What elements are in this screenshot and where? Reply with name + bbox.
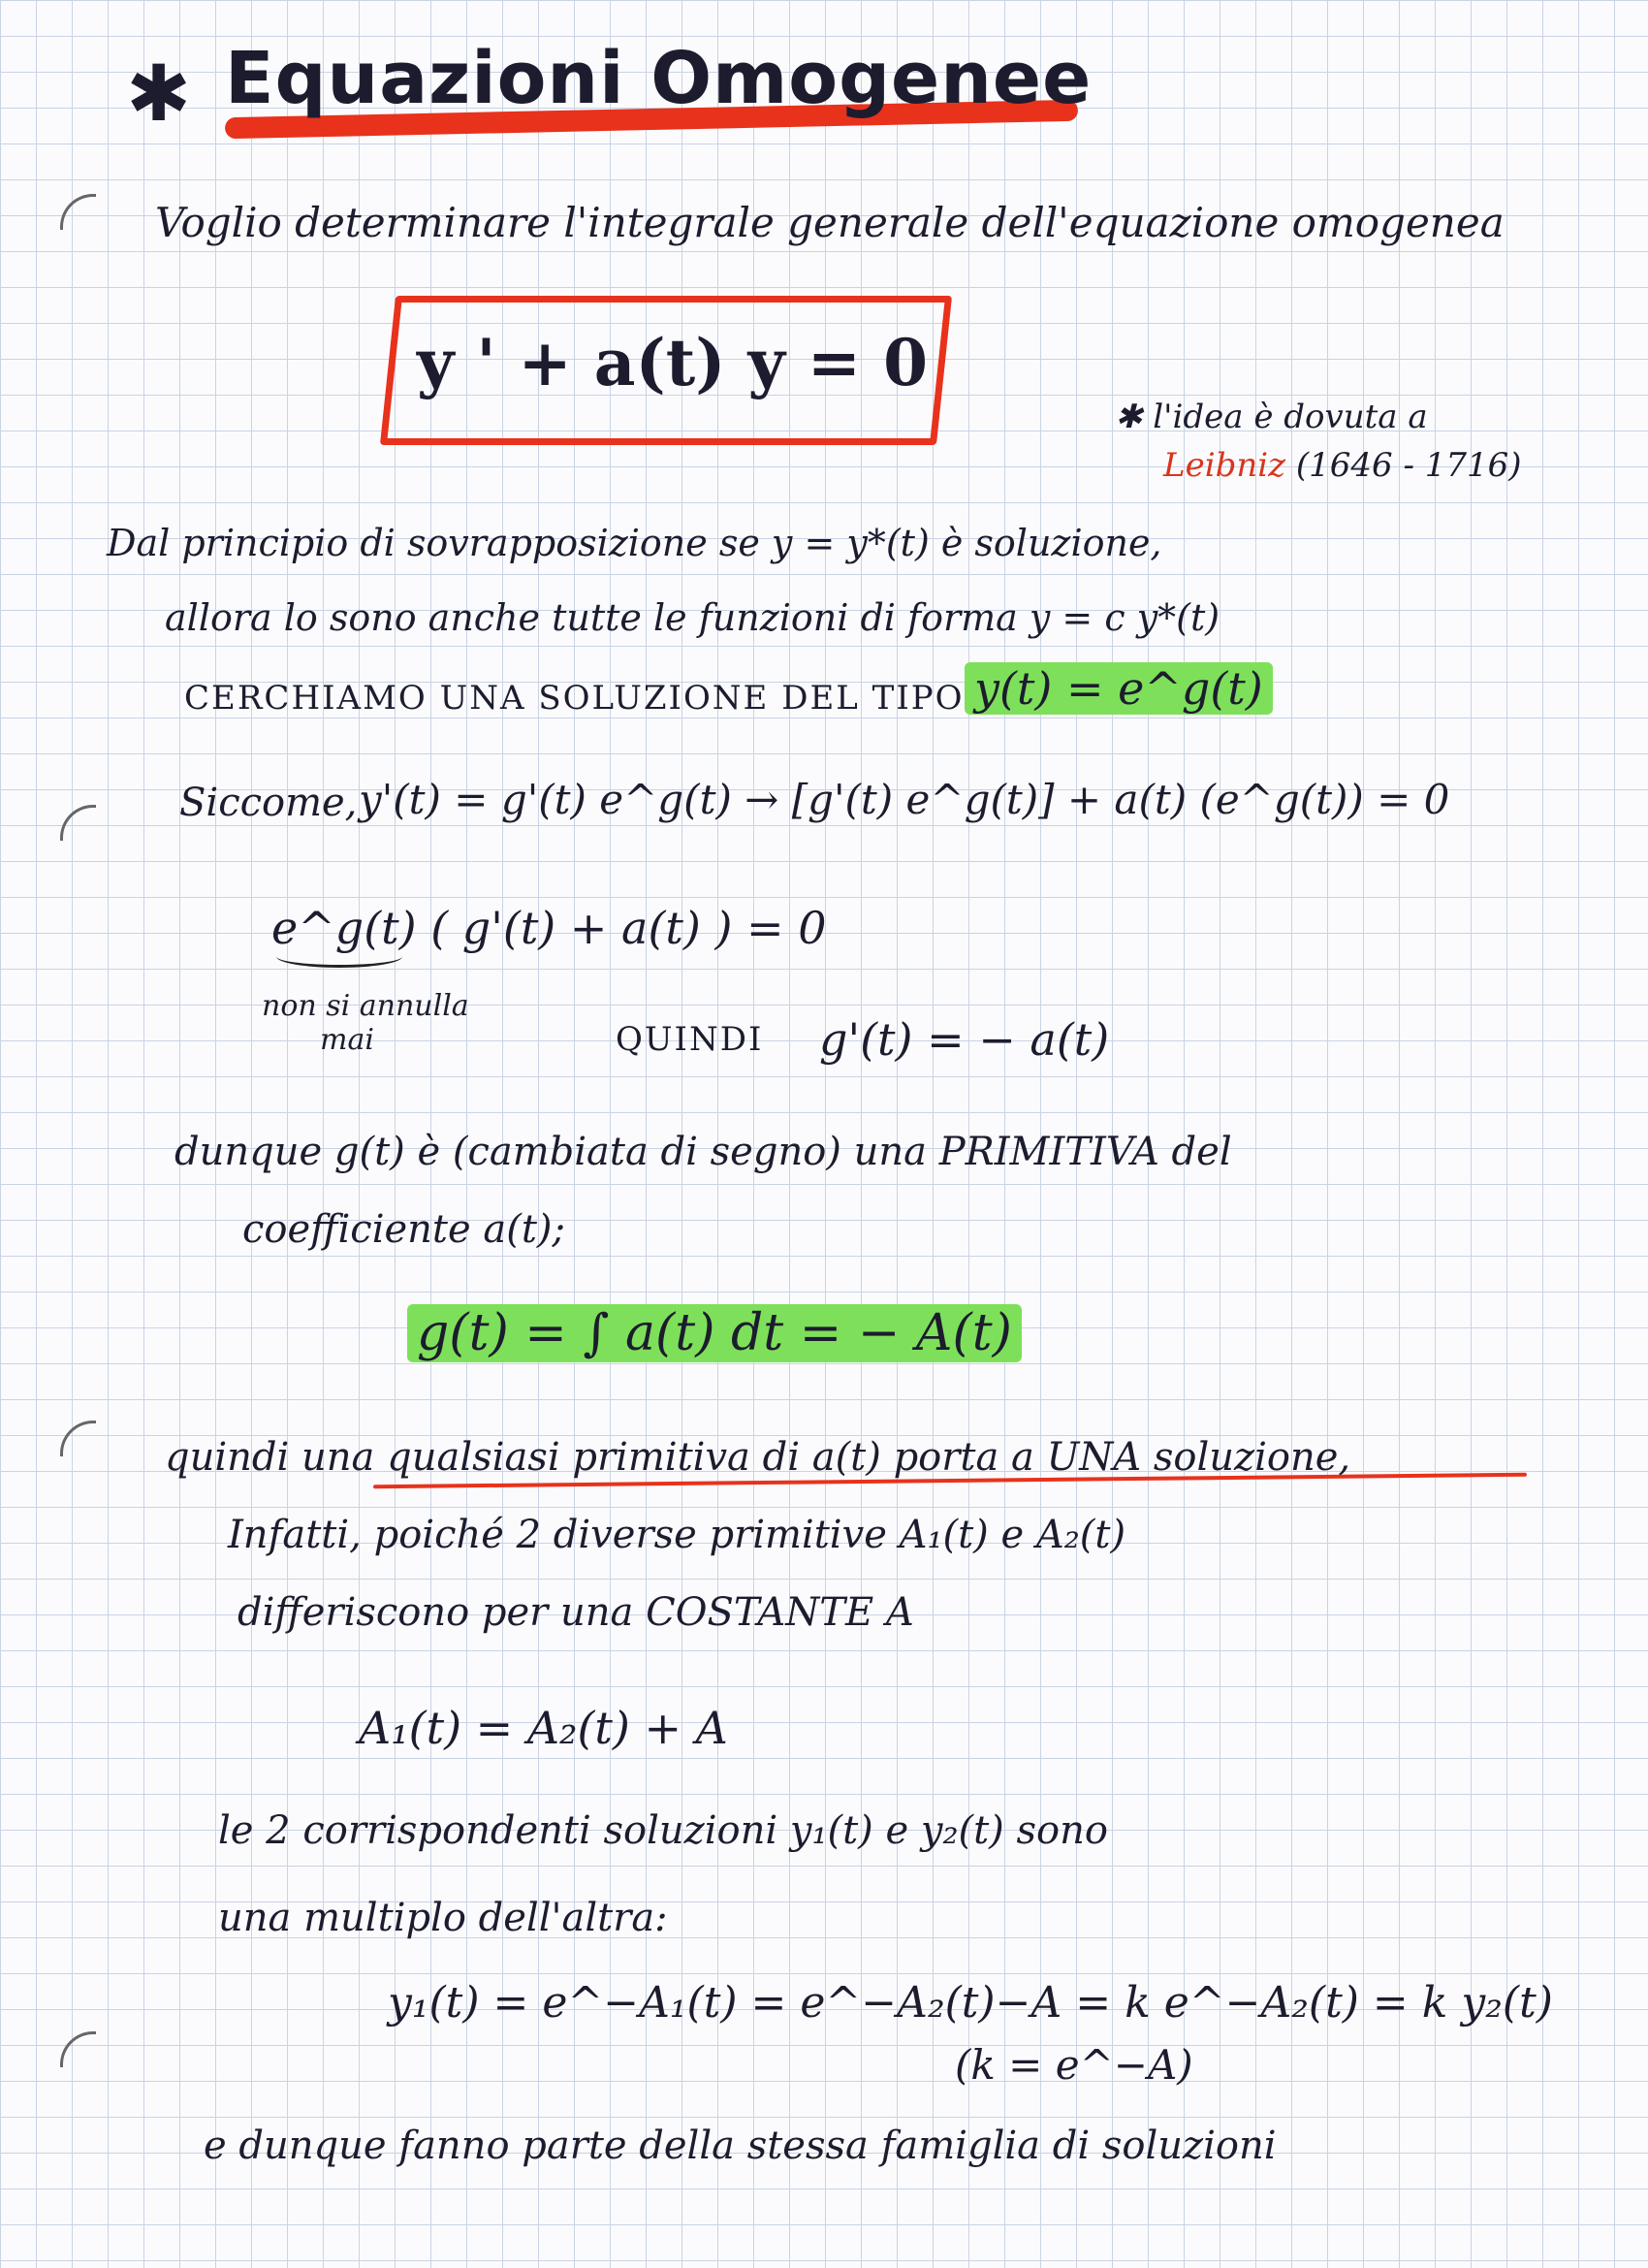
page-title: Equazioni Omogenee	[225, 37, 1093, 120]
corresponding-line-1: le 2 corrispondenti soluzioni y₁(t) e y₂(t) sono	[218, 1808, 1108, 1853]
margin-mark	[60, 2031, 96, 2067]
since-equation: y'(t) = g'(t) e^g(t) → [g'(t) e^g(t)] + a(t) (e^g(t)) = 0	[359, 776, 1450, 823]
margin-mark	[60, 194, 96, 230]
infatti-line-1: Infatti, poiché 2 diverse primitive A₁(t) e A₂(t)	[228, 1513, 1126, 1557]
note-years: (1646 - 1716)	[1295, 446, 1522, 485]
infatti-line-2: differiscono per una COSTANTE A	[238, 1590, 914, 1635]
primitive-relation: A₁(t) = A₂(t) + A	[359, 1702, 728, 1754]
margin-mark	[60, 805, 96, 841]
quindi-equation: g'(t) = − a(t)	[819, 1013, 1110, 1066]
quindi-label: QUINDI	[616, 1020, 764, 1059]
superposition-line-1: Dal principio di sovrapposizione se y = y*(t) è soluzione,	[107, 522, 1162, 564]
star-icon: ✱	[126, 48, 192, 139]
note-author: Leibniz	[1163, 446, 1286, 485]
underbrace	[276, 945, 402, 968]
integral-equation	[407, 1304, 1022, 1362]
dunque-line-1: dunque g(t) è (cambiata di segno) una PRIMITIVA del	[174, 1130, 1232, 1174]
annotation-line-1: non si annulla	[262, 989, 469, 1023]
since-label: Siccome,	[179, 781, 358, 825]
intro-text: Voglio determinare l'integrale generale dell'equazione omogenea	[155, 199, 1505, 246]
search-equation-highlight: y(t) = e^g(t)	[965, 662, 1273, 715]
conclusion-text: e dunque fanno parte della stessa famiglia di soluzioni	[204, 2124, 1277, 2168]
quindi-primitiva-line: quindi una qualsiasi primitiva di a(t) porta a UNA soluzione,	[165, 1435, 1351, 1480]
superposition-line-2: allora lo sono anche tutte le funzioni di forma y = c y*(t)	[165, 596, 1220, 639]
search-equation	[965, 662, 1273, 715]
search-text: CERCHIAMO UNA SOLUZIONE DEL TIPO	[184, 679, 965, 718]
annotation-line-2: mai	[320, 1023, 374, 1057]
note-text: ✱ l'idea è dovuta a	[1115, 398, 1428, 436]
corresponding-line-2: una multiplo dell'altra:	[218, 1896, 668, 1940]
margin-mark	[60, 1421, 96, 1456]
note-author-line	[1163, 446, 1522, 485]
boxed-equation: y ' + a(t) y = 0	[417, 325, 929, 400]
dunque-line-2: coefficiente a(t);	[242, 1207, 565, 1252]
final-equation: y₁(t) = e^−A₁(t) = e^−A₂(t)−A = k e^−A₂(t) = k y₂(t)	[388, 1978, 1553, 2028]
k-definition: (k = e^−A)	[955, 2041, 1193, 2089]
factored-equation: e^g(t) ( g'(t) + a(t) ) = 0	[271, 902, 827, 954]
integral-highlight: g(t) = ∫ a(t) dt = − A(t)	[407, 1304, 1022, 1362]
